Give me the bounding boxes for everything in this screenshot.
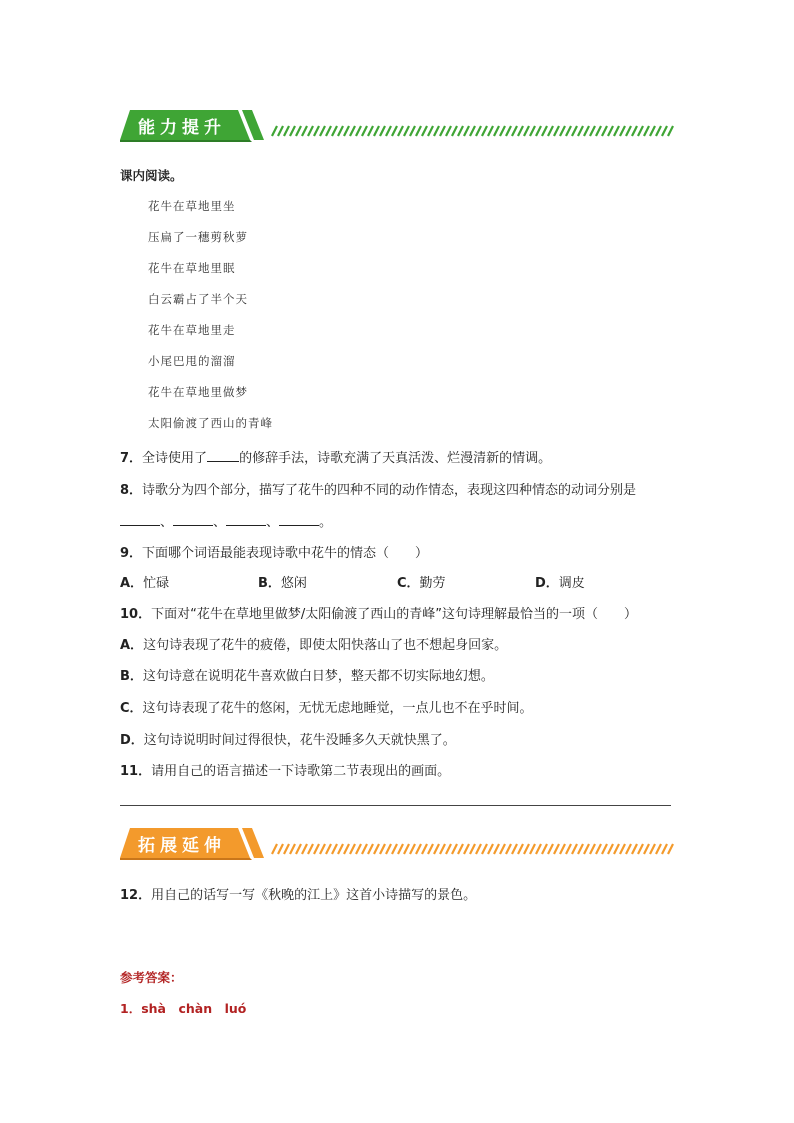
answer-line[interactable] [120, 805, 671, 806]
hatch-mark [554, 844, 559, 854]
hatch-mark [398, 126, 403, 136]
hatch-mark [452, 844, 457, 854]
hatch-mark [296, 126, 301, 136]
hatch-mark [326, 844, 331, 854]
hatch-mark [638, 844, 643, 854]
hatch-mark [284, 844, 289, 854]
hatch-mark [410, 126, 415, 136]
hatch-mark [296, 844, 301, 854]
question-number: 10． [120, 607, 152, 622]
hatch-mark [488, 844, 493, 854]
hatch-mark [632, 126, 637, 136]
hatch-mark [500, 126, 505, 136]
hatch-mark [650, 126, 655, 136]
question-number: 7． [120, 451, 143, 466]
hatch-mark [392, 844, 397, 854]
option-a[interactable]: A．这句诗表现了花牛的疲倦，即使太阳快落山了也不想起身回家。 [120, 638, 508, 653]
hatch-mark [482, 844, 487, 854]
hatch-mark [308, 844, 313, 854]
hatch-mark [434, 844, 439, 854]
option-b[interactable]: B．悠闲 [258, 576, 307, 591]
hatch-mark [458, 844, 463, 854]
hatch-mark [350, 844, 355, 854]
hatch-mark [608, 844, 613, 854]
hatch-mark [428, 126, 433, 136]
section-banner-ability [120, 108, 675, 142]
hatch-mark [548, 844, 553, 854]
answer-blank[interactable] [279, 513, 319, 526]
hatch-mark [560, 844, 565, 854]
hatch-mark [536, 126, 541, 136]
hatch-mark [278, 126, 283, 136]
question-number: 8． [120, 483, 143, 498]
hatch-mark [596, 126, 601, 136]
hatch-mark [350, 126, 355, 136]
hatch-mark [446, 844, 451, 854]
hatch-mark [314, 844, 319, 854]
hatch-mark [386, 126, 391, 136]
answer-blank[interactable] [207, 448, 239, 462]
hatch-mark [314, 126, 319, 136]
hatch-mark [434, 126, 439, 136]
option-c[interactable]: C．勤劳 [397, 576, 446, 591]
poem-line: 花牛在草地里眠 [148, 261, 236, 275]
hatch-mark [602, 126, 607, 136]
question-number: 12． [120, 888, 152, 903]
hatch-mark [302, 126, 307, 136]
poem-line: 压扁了一穗剪秋萝 [148, 230, 248, 244]
question-10 [120, 603, 637, 622]
separator: 、 [266, 515, 280, 530]
hatch-mark [506, 126, 511, 136]
hatch-mark [518, 126, 523, 136]
question-7 [120, 447, 551, 466]
hatch-mark [440, 126, 445, 136]
hatch-mark [578, 844, 583, 854]
hatch-mark [650, 844, 655, 854]
hatch-mark [596, 844, 601, 854]
hatch-mark [590, 126, 595, 136]
hatch-mark [356, 844, 361, 854]
hatch-mark [374, 126, 379, 136]
question-text: 请用自己的语言描述一下诗歌第二节表现出的画面。 [151, 764, 451, 779]
hatch-mark [380, 126, 385, 136]
hatch-mark [422, 126, 427, 136]
question-text: 用自己的话写一写《秋晚的江上》这首小诗描写的景色。 [151, 888, 477, 903]
hatch-mark [554, 126, 559, 136]
hatch-mark [494, 844, 499, 854]
hatch-mark [644, 126, 649, 136]
hatch-mark [476, 844, 481, 854]
hatch-mark [362, 844, 367, 854]
hatch-mark [416, 844, 421, 854]
hatch-mark [548, 126, 553, 136]
hatch-mark [482, 126, 487, 136]
hatch-mark [662, 844, 667, 854]
hatch-mark [440, 844, 445, 854]
hatch-mark [578, 126, 583, 136]
hatch-mark [620, 126, 625, 136]
question-text: 的修辞手法，诗歌充满了天真活泼、烂漫清新的情调。 [239, 451, 552, 466]
poem-line: 小尾巴甩的溜溜 [148, 354, 236, 368]
hatch-mark [626, 126, 631, 136]
end-mark: 。 [319, 515, 333, 530]
hatch-mark [464, 844, 469, 854]
question-11 [120, 760, 450, 779]
hatch-mark [428, 844, 433, 854]
hatch-mark [560, 126, 565, 136]
hatch-mark [608, 126, 613, 136]
hatch-mark [506, 844, 511, 854]
option-c[interactable]: C．这句诗表现了花牛的悠闲，无忧无虑地睡觉，一点儿也不在乎时间。 [120, 701, 533, 716]
hatch-mark [668, 126, 673, 136]
question-number: 9． [120, 546, 143, 561]
hatch-mark [614, 844, 619, 854]
hatch-mark [302, 844, 307, 854]
hatch-mark [452, 126, 457, 136]
question-8-blanks [120, 511, 332, 530]
hatch-mark [488, 126, 493, 136]
reading-label: 课内阅读。 [120, 168, 183, 183]
hatch-mark [566, 844, 571, 854]
hatch-mark [374, 844, 379, 854]
hatch-mark [320, 126, 325, 136]
hatch-mark [338, 844, 343, 854]
hatch-mark [332, 844, 337, 854]
hatch-mark [668, 844, 673, 854]
answer-heading: 参考答案： [120, 970, 183, 985]
hatch-mark [584, 844, 589, 854]
hatch-mark [494, 126, 499, 136]
separator: 、 [160, 515, 174, 530]
hatch-mark [410, 844, 415, 854]
hatch-mark [344, 844, 349, 854]
hatch-mark [512, 126, 517, 136]
hatch-mark [536, 844, 541, 854]
section-banner-extend [120, 826, 675, 860]
hatch-mark [404, 126, 409, 136]
poem-line: 花牛在草地里坐 [148, 199, 236, 213]
hatch-mark [602, 844, 607, 854]
hatch-mark [278, 844, 283, 854]
hatch-mark [272, 126, 277, 136]
option-d[interactable]: D．这句诗说明时间过得很快，花牛没睡多久天就快黑了。 [120, 733, 456, 748]
hatch-mark [416, 126, 421, 136]
question-12 [120, 884, 476, 903]
hatch-mark [464, 126, 469, 136]
option-d[interactable]: D．调皮 [535, 576, 585, 591]
hatch-mark [362, 126, 367, 136]
hatch-mark [320, 844, 325, 854]
hatch-mark [626, 844, 631, 854]
hatch-mark [422, 844, 427, 854]
hatch-mark [614, 126, 619, 136]
hatch-mark [572, 844, 577, 854]
hatch-mark [290, 844, 295, 854]
hatch-mark [398, 844, 403, 854]
hatch-mark [566, 126, 571, 136]
question-text: 诗歌分为四个部分，描写了花牛的四种不同的动作情态，表现这四种情态的动词分别是 [142, 483, 637, 498]
answer-blank[interactable] [226, 513, 266, 526]
hatch-mark [332, 126, 337, 136]
hatch-mark [380, 844, 385, 854]
question-text: 下面哪个词语最能表现诗歌中花牛的情态（ ） [142, 546, 429, 561]
hatch-mark [638, 126, 643, 136]
hatch-mark [524, 844, 529, 854]
option-b[interactable]: B．这句诗意在说明花牛喜欢做白日梦，整天都不切实际地幻想。 [120, 669, 494, 684]
answer-blank[interactable] [173, 513, 213, 526]
hatch-mark [368, 126, 373, 136]
hatch-mark [338, 126, 343, 136]
poem-line: 太阳偷渡了西山的青峰 [148, 416, 273, 430]
question-text: 下面对“花牛在草地里做梦/太阳偷渡了西山的青峰”这句诗理解最恰当的一项（ ） [151, 607, 637, 622]
hatch-mark [272, 844, 277, 854]
poem-line: 白云霸占了半个天 [148, 292, 248, 306]
hatch-mark [356, 126, 361, 136]
hatch-mark [644, 844, 649, 854]
hatch-mark [530, 126, 535, 136]
hatch-mark [512, 844, 517, 854]
hatch-mark [308, 126, 313, 136]
hatch-mark [284, 126, 289, 136]
hatch-mark [530, 844, 535, 854]
hatch-mark [572, 126, 577, 136]
hatch-mark [392, 126, 397, 136]
hatch-mark [500, 844, 505, 854]
hatch-mark [620, 844, 625, 854]
hatch-mark [632, 844, 637, 854]
poem-line: 花牛在草地里走 [148, 323, 236, 337]
answer-blank[interactable] [120, 513, 160, 526]
hatch-mark [458, 126, 463, 136]
hatch-mark [542, 126, 547, 136]
hatch-mark [656, 126, 661, 136]
hatch-mark [470, 844, 475, 854]
hatch-mark [662, 126, 667, 136]
hatch-mark [386, 844, 391, 854]
hatch-mark [518, 844, 523, 854]
hatch-mark [542, 844, 547, 854]
hatch-mark [470, 126, 475, 136]
hatch-mark [656, 844, 661, 854]
hatch-mark [368, 844, 373, 854]
hatch-mark [584, 126, 589, 136]
question-9 [120, 542, 428, 561]
hatch-mark [476, 126, 481, 136]
hatch-mark [404, 844, 409, 854]
section-title: 能力提升 [138, 118, 226, 138]
option-a[interactable]: A．忙碌 [120, 576, 170, 591]
poem-line: 花牛在草地里做梦 [148, 385, 248, 399]
answer-item: 1．shà chàn luó [120, 1001, 247, 1016]
question-text: 全诗使用了 [142, 451, 208, 466]
hatch-mark [290, 126, 295, 136]
hatch-mark [590, 844, 595, 854]
hatch-mark [344, 126, 349, 136]
question-number: 11． [120, 764, 152, 779]
section-title: 拓展延伸 [138, 836, 226, 856]
separator: 、 [213, 515, 227, 530]
question-8 [120, 479, 636, 498]
hatch-mark [446, 126, 451, 136]
hatch-mark [524, 126, 529, 136]
hatch-mark [326, 126, 331, 136]
